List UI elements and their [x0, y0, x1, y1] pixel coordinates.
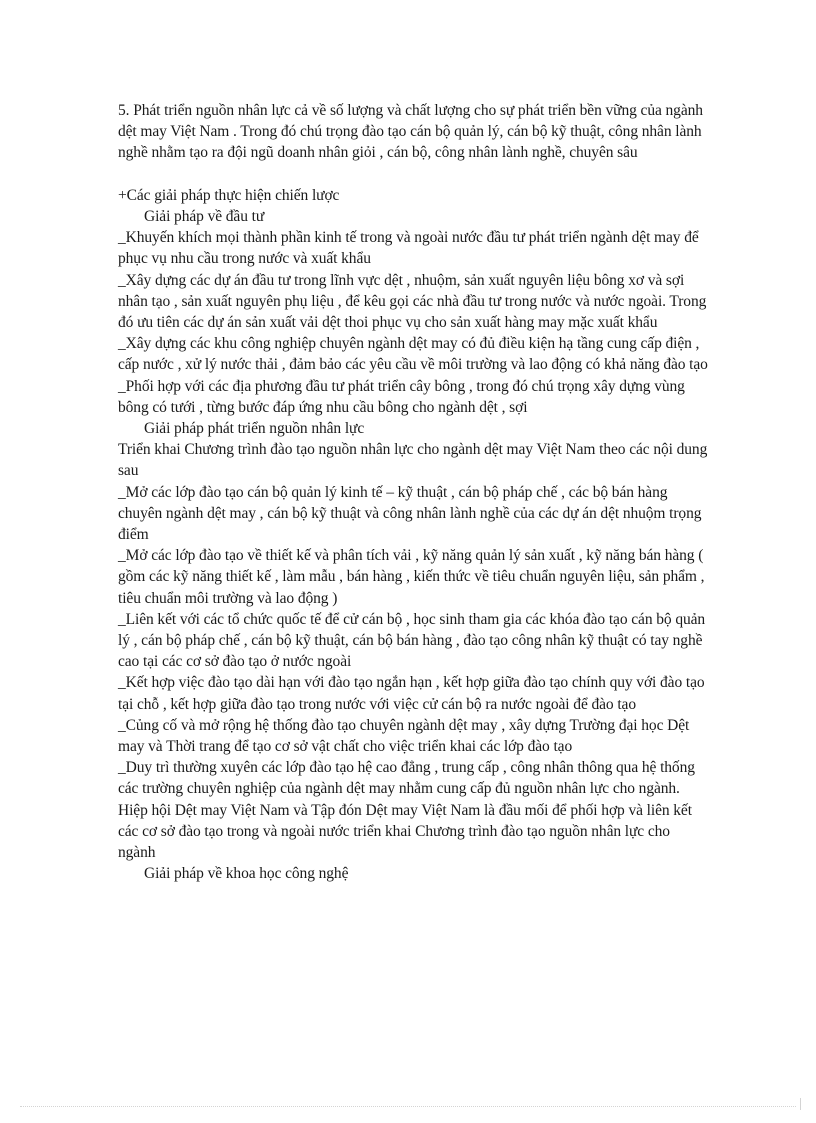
section-heading: +Các giải pháp thực hiện chiến lược	[118, 186, 340, 204]
paragraph-gap	[118, 164, 708, 185]
hr-item: _Củng cố và mở rộng hệ thống đào tạo chuyên ngành dệt may , xây dựng Trường đại học Dệt may và Thời trang để tạo cơ sở vật chất cho việc triển khai các lớp đào tạo	[118, 716, 690, 756]
hr-item: _Mở các lớp đào tạo cán bộ quản lý kinh tế – kỹ thuật , cán bộ pháp chế , các bộ bán hàng chuyên ngành dệt may , cán bộ kỹ thuật và công nhân lành nghề của các dự án dệt nhuộm trọng điểm	[118, 483, 702, 544]
hr-item: _Mở các lớp đào tạo về thiết kế và phân tích vải , kỹ năng quản lý sản xuất , kỹ năng bán hàng ( gồm các kỹ năng thiết kế , làm mẫu , bán hàng , kiến thức về tiêu chuẩn nguyên liệu, sản phẩm , tiêu chuẩn môi trường và lao động )	[118, 547, 705, 607]
investment-heading: Giải pháp về đầu tư	[144, 208, 265, 225]
hr-item: _Kết hợp việc đào tạo dài hạn với đào tạo ngắn hạn , kết hợp giữa đào tạo chính quy với đào tạo tại chỗ , kết hợp giữa đào tạo trong nước với việc cử cán bộ ra nước ngoài để đào tạo	[118, 674, 705, 713]
page-corner-mark	[800, 1098, 801, 1110]
intro-paragraph: 5. Phát triển nguồn nhân lực cả về số lượng và chất lượng cho sự phát triển bền vững của ngành dệt may Việt Nam . Trong đó chú trọng đào tạo cán bộ quản lý, cán bộ kỹ thuật, công nhân lành nghề nhằm tạo ra đội ngũ doanh nhân giỏi , cán bộ, công nhân lành nghề, chuyên sâu	[118, 102, 703, 162]
page-bottom-divider	[20, 1106, 796, 1107]
document-body	[118, 100, 708, 885]
hr-heading: Giải pháp phát triển nguồn nhân lực	[144, 420, 365, 438]
tech-heading: Giải pháp về khoa học công nghệ	[144, 865, 349, 883]
investment-item: _Xây dựng các dự án đầu tư trong lĩnh vực dệt , nhuộm, sản xuất nguyên liệu bông xơ và sợi nhân tạo , sản xuất nguyên phụ liệu , để kêu gọi các nhà đầu tư trong nước và nước ngoài. Trong đó ưu tiên các dự án sản xuất vải dệt thoi phục vụ cho sản xuất hàng may mặc xuất khẩu	[118, 271, 707, 332]
hr-item: _Duy trì thường xuyên các lớp đào tạo hệ cao đẳng , trung cấp , công nhân thông qua hệ thống các trường chuyên nghiệp của ngành dệt may nhằm cung cấp đủ nguồn nhân lực cho ngành. Hiệp hội Dệt may Việt Nam và Tập đón Dệt may Việt Nam là đầu mối để phối hợp và liên kết các cơ sở đào tạo trong và ngoài nước triển khai Chương trình đào tạo nguồn nhân lực cho ngành	[118, 759, 695, 862]
investment-item: _Phối hợp với các địa phương đầu tư phát triển cây bông , trong đó chú trọng xây dựng vùng bông có tưới , từng bước đáp ứng nhu cầu bông cho ngành dệt , sợi	[118, 377, 685, 416]
hr-intro: Triển khai Chương trình đào tạo nguồn nhân lực cho ngành dệt may Việt Nam theo các nội dung sau	[118, 441, 708, 480]
hr-item: _Liên kết với các tổ chức quốc tế để cử cán bộ , học sinh tham gia các khóa đào tạo cán bộ quản lý , cán bộ pháp chế , cán bộ kỹ thuật, cán bộ bán hàng , đào tạo công nhân kỹ thuật có tay nghề cao tại các cơ sở đào tạo ở nước ngoài	[118, 610, 706, 671]
investment-item: _Xây dựng các khu công nghiệp chuyên ngành dệt may có đủ điều kiện hạ tầng cung cấp điện , cấp nước , xử lý nước thải , đảm bảo các yêu cầu về môi trường và lao động có khả năng đào tạo	[118, 335, 708, 374]
investment-item: _Khuyến khích mọi thành phần kinh tế trong và ngoài nước đầu tư phát triển ngành dệt may để phục vụ nhu cầu trong nước và xuất khẩu	[118, 229, 699, 268]
